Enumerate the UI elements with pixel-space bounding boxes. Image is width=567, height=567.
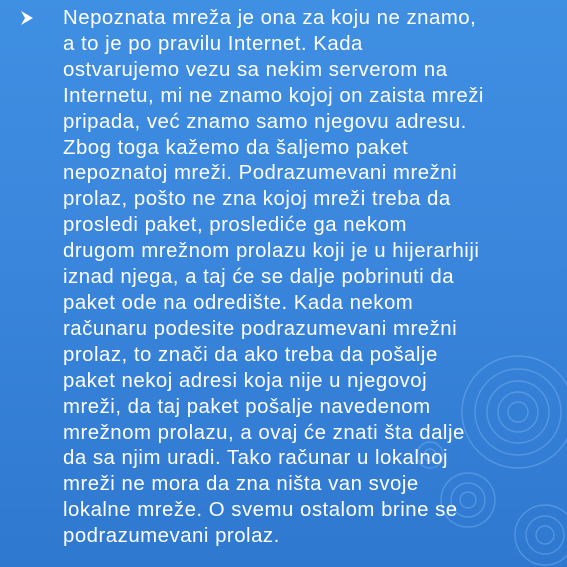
arrowhead-bullet-icon xyxy=(20,10,34,26)
bullet-text: Nepoznata mreža je ona za koju ne znamo, a to je po pravilu Internet. Kada ostvarujemo vezu sa nekim serverom na Internetu, mi ne znamo kojoj on zaista mreži pripada, već znamo samo njegovu adresu. Zbog toga kažemo da šaljemo paket nepoznatoj mreži. Podrazumevani mrežni prolaz, pošto ne zna kojoj mreži treba da prosledi paket, prosledi​će ga nekom drugom mrežnom prolazu koji je u hijerarhiji iznad njega, a taj će se dalje pobrinuti da paket ode na odredište. Kada nekom računaru podesite podrazumevani mrežni prolaz, to znači da ako treba da pošalje paket nekoj adresi koja nije u njegovoj mreži, da taj paket pošalje navedenom mrežnom prolazu, a ovaj će znati šta dalje da sa njim uradi. Tako računar u lokalnoj mreži ne mora da zna ništa van svoje lokalne mreže. O svemu ostalom brine se podrazumevani prolaz. xyxy=(63,7,484,548)
